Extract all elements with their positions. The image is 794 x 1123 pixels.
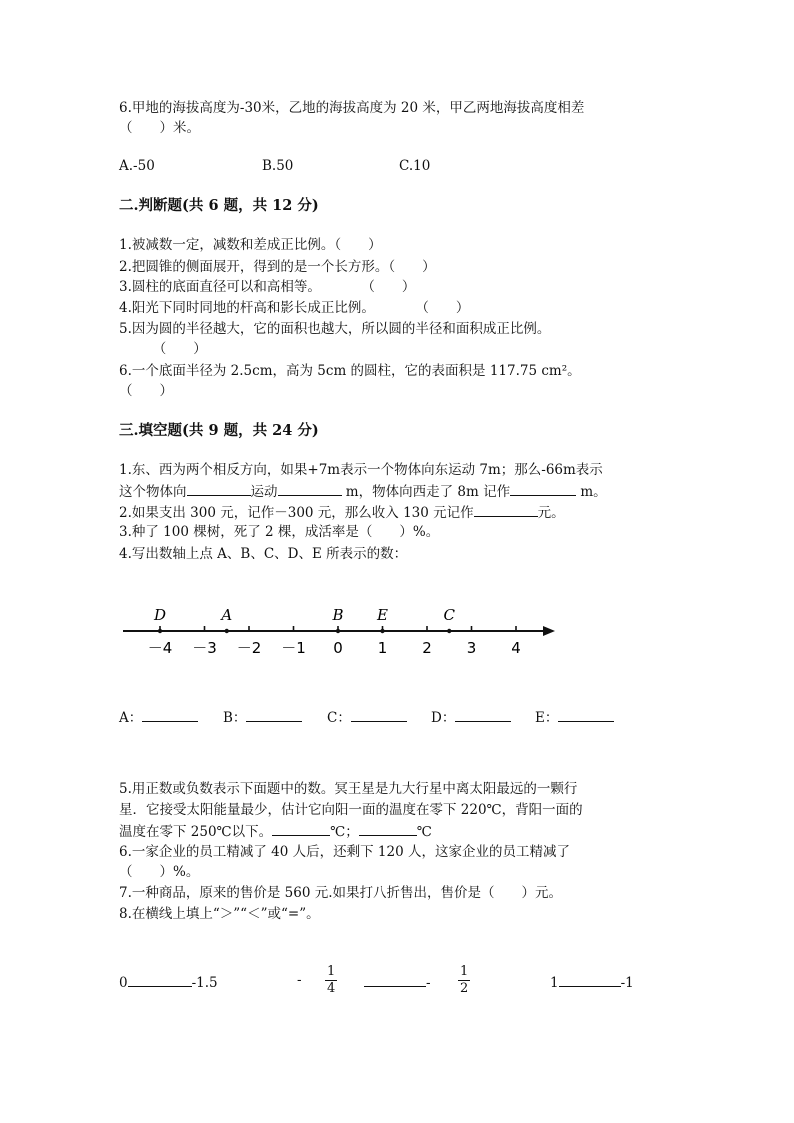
fill-q1-line2: 这个物体向 运动 m，物体向西走了 8m 记作 m。 bbox=[119, 481, 607, 502]
judge-item-1: 1.被减数一定，减数和差成正比例。（ ） bbox=[119, 237, 382, 253]
fill-q1-line1: 1.东、西为两个相反方向，如果+7m表示一个物体向东运动 7m；那么-66m表示 bbox=[119, 462, 603, 478]
number-line bbox=[119, 600, 569, 660]
tick-label: －2 bbox=[236, 639, 262, 657]
option-b: B.50 bbox=[262, 158, 294, 174]
fill-q2: 2.如果支出 300 元，记作－300 元，那么收入 130 元记作 元。 bbox=[119, 502, 565, 523]
compare-2-minus-1: - bbox=[297, 972, 302, 988]
fill-q5-line1: 5.用正数或负数表示下面题中的数。冥王星是九大行星中离太阳最远的一颗行 bbox=[119, 781, 578, 797]
judge-item-5: 5.因为圆的半径越大，它的面积也越大，所以圆的半径和面积成正比例。 bbox=[119, 321, 551, 337]
tick-label: 4 bbox=[511, 639, 521, 657]
point-label-b: B bbox=[332, 606, 344, 624]
tick-label: 0 bbox=[333, 639, 343, 657]
compare-1: 0 -1.5 bbox=[119, 972, 218, 991]
point-dot-b bbox=[336, 629, 340, 633]
blank-income[interactable] bbox=[474, 502, 538, 517]
tick-label: －4 bbox=[147, 639, 173, 657]
tick-label: 1 bbox=[377, 639, 388, 657]
answer-a: A： bbox=[119, 706, 198, 726]
point-label-e: E bbox=[377, 606, 388, 624]
blank-west-8m[interactable] bbox=[510, 481, 576, 496]
tick-label: －1 bbox=[281, 639, 306, 657]
judge-item-6: 6.一个底面半径为 2.5cm，高为 5cm 的圆柱，它的表面积是 117.75 cm²。 bbox=[119, 363, 581, 379]
blank-direction[interactable] bbox=[187, 481, 251, 496]
judge-item-6-bracket: （ ） bbox=[119, 383, 173, 399]
section2-heading: 二.判断题(共 6 题，共 12 分) bbox=[119, 197, 319, 214]
blank-compare-1[interactable] bbox=[128, 972, 192, 987]
fraction-one-quarter: $\frac{1}{4}$ bbox=[327, 964, 336, 996]
judge-item-2: 2.把圆锥的侧面展开，得到的是一个长方形。（ ） bbox=[119, 259, 436, 275]
number-line-arrow bbox=[543, 626, 555, 636]
option-a: A.-50 bbox=[119, 158, 155, 174]
blank-c[interactable] bbox=[351, 707, 407, 722]
answer-e: E： bbox=[535, 706, 614, 726]
fill-q5-line3: 温度在零下 250℃以下。 ℃； ℃ bbox=[119, 821, 432, 842]
fill-q8: 8.在横线上填上“＞”“＜”或“=”。 bbox=[119, 906, 320, 922]
judge-item-4: 4.阳光下同时同地的杆高和影长成正比例。 （ ） bbox=[119, 300, 470, 316]
answer-b: B： bbox=[223, 706, 302, 726]
judge-item-5-bracket: （ ） bbox=[119, 341, 207, 357]
q6-choice-line1: 6.甲地的海拔高度为-30米，乙地的海拔高度为 20 米，甲乙两地海拔高度相差 bbox=[119, 100, 585, 116]
answer-d: D： bbox=[431, 706, 511, 726]
answer-c: C： bbox=[327, 706, 407, 726]
q6-choice-line2: （ ）米。 bbox=[119, 120, 200, 136]
blank-d[interactable] bbox=[455, 707, 511, 722]
point-label-a: A bbox=[221, 606, 233, 624]
judge-item-3: 3.圆柱的底面直径可以和高相等。 （ ） bbox=[119, 279, 416, 295]
fill-q7: 7.一种商品，原来的售价是 560 元.如果打八折售出，售价是（ ）元。 bbox=[119, 885, 563, 901]
fill-q5-line2: 星．它接受太阳能量最少，估计它向阳一面的温度在零下 220℃，背阳一面的 bbox=[119, 802, 583, 818]
section3-heading: 三.填空题(共 9 题，共 24 分) bbox=[119, 422, 319, 439]
blank-e[interactable] bbox=[558, 707, 614, 722]
blank-dark-side[interactable] bbox=[359, 821, 417, 836]
point-dot-d bbox=[158, 629, 162, 633]
compare-3: 1 -1 bbox=[550, 972, 634, 991]
blank-distance[interactable] bbox=[278, 481, 342, 496]
compare-2-blank-wrap: - bbox=[364, 972, 431, 991]
point-dot-e bbox=[380, 629, 384, 633]
fill-q6-line1: 6.一家企业的员工精减了 40 人后，还剩下 120 人，这家企业的员工精减了 bbox=[119, 844, 570, 860]
option-c: C.10 bbox=[399, 158, 431, 174]
fill-q4: 4.写出数轴上点 A、B、C、D、E 所表示的数： bbox=[119, 546, 408, 562]
fraction-one-half: $\frac{1}{2}$ bbox=[460, 964, 469, 996]
fill-q3: 3.种了 100 棵树，死了 2 棵，成活率是（ ）%。 bbox=[119, 524, 440, 540]
blank-sunny-side[interactable] bbox=[272, 821, 330, 836]
point-label-d: D bbox=[153, 606, 167, 624]
point-dot-a bbox=[225, 629, 229, 633]
number-line-svg bbox=[119, 600, 569, 660]
point-label-c: C bbox=[443, 606, 455, 624]
tick-label: 3 bbox=[466, 639, 477, 657]
point-dot-c bbox=[447, 629, 451, 633]
tick-label: －3 bbox=[192, 639, 217, 657]
tick-label: 2 bbox=[422, 639, 432, 657]
blank-a[interactable] bbox=[142, 707, 198, 722]
blank-compare-2[interactable] bbox=[364, 972, 426, 987]
blank-b[interactable] bbox=[246, 707, 302, 722]
blank-compare-3[interactable] bbox=[559, 972, 621, 987]
fill-q6-line2: （ ）%。 bbox=[119, 864, 200, 880]
